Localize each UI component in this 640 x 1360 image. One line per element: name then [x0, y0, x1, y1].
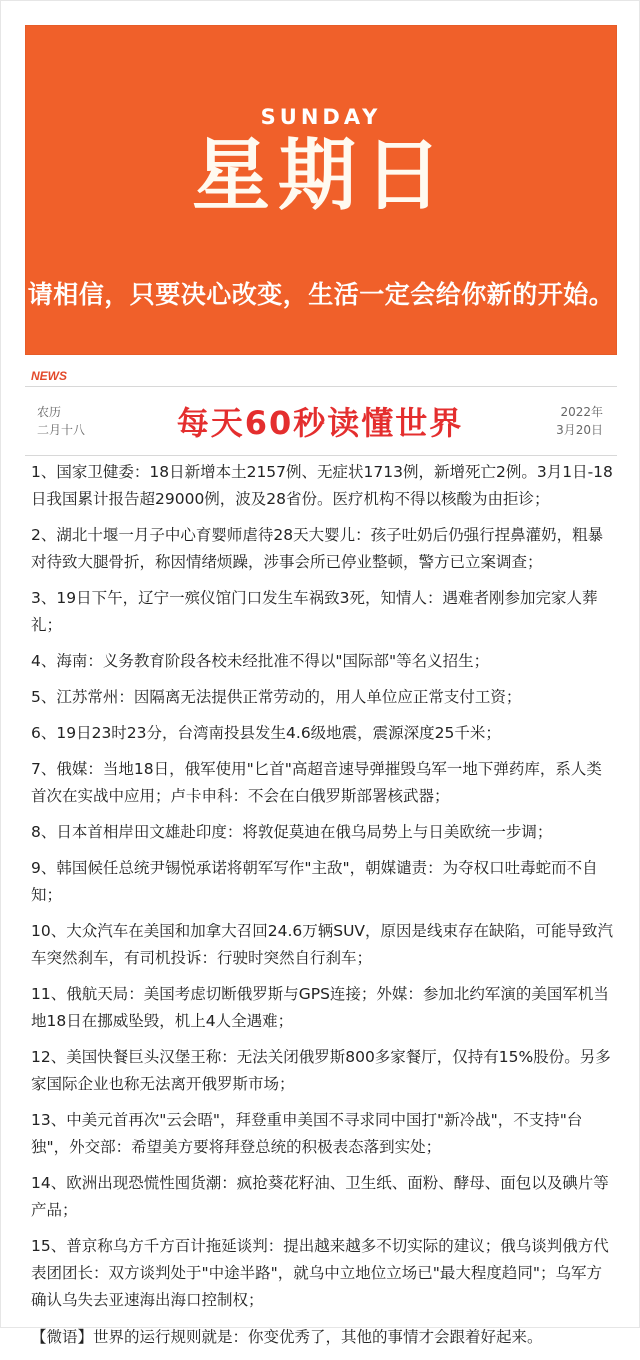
divider-bottom [25, 455, 617, 456]
news-item: 3、19日下午，辽宁一殡仪馆门口发生车祸致3死，知情人：遇难者刚参加完家人葬礼； [31, 589, 598, 634]
news-item: 4、海南：义务教育阶段各校未经批准不得以"国际部"等名义招生； [31, 652, 490, 670]
news-tag: NEWS [31, 369, 67, 383]
news-item: 7、俄媒：当地18日，俄军使用"匕首"高超音速导弹摧毁乌军一地下弹药库，系人类首次在实战中应用；卢卡申科：不会在白俄罗斯部署核武器； [31, 760, 602, 805]
news-item: 9、韩国候任总统尹锡悦承诺将朝军写作"主敌"，朝媒谴责：为夺权口吐毒蛇而不自知； [31, 859, 598, 904]
news-item: 5、江苏常州：因隔离无法提供正常劳动的，用人单位应正常支付工资； [31, 688, 522, 706]
day-english: SUNDAY [260, 105, 382, 129]
news-item: 1、国家卫健委：18日新增本土2157例、无症状1713例，新增死亡2例。3月1日-18日我国累计报告超29000例，波及28省份。医疗机构不得以核酸为由拒诊； [31, 463, 613, 508]
headline: 每天60秒读懂世界 [176, 404, 464, 442]
news-item: 11、俄航天局：美国考虑切断俄罗斯与GPS连接；外媒：参加北约军演的美国军机当地18日在挪威坠毁，机上4人全遇难； [31, 985, 609, 1030]
news-list [31, 459, 615, 1360]
day-chinese: 星期日 [191, 131, 450, 221]
slogan: 请相信，只要决心改变，生活一定会给你新的开始。 [27, 280, 615, 309]
news-item: 12、美国快餐巨头汉堡王称：无法关闭俄罗斯800多家餐厅，仅持有15%股份。另多家国际企业也称无法离开俄罗斯市场； [31, 1048, 611, 1093]
news-item: 10、大众汽车在美国和加拿大召回24.6万辆SUV，原因是线束存在缺陷，可能导致汽车突然刹车，有司机投诉：行驶时突然自行刹车； [31, 922, 614, 967]
news-item: 14、欧洲出现恐慌性囤货潮：疯抢葵花籽油、卫生纸、面粉、酵母、面包以及碘片等产品； [31, 1174, 609, 1219]
news-item: 8、日本首相岸田文雄赴印度：将敦促莫迪在俄乌局势上与日美欧统一步调； [31, 823, 553, 841]
news-item: 15、普京称乌方千方百计拖延谈判：提出越来越多不切实际的建议；俄乌谈判俄方代表团团长：双方谈判处于"中途半路"，就乌中立地位立场已"最大程度趋同"；乌军方确认乌失去亚速海出海口控制权； [31, 1237, 609, 1309]
header-banner [25, 25, 617, 355]
daily-quote: 【微语】世界的运行规则就是：你变优秀了，其他的事情才会跟着好起来。 [31, 1328, 543, 1346]
news-item: 6、19日23时23分，台湾南投县发生4.6级地震，震源深度25千米； [31, 724, 501, 742]
news-item: 2、湖北十堰一月子中心育婴师虐待28天大婴儿：孩子吐奶后仍强行捏鼻灌奶，粗暴对待致大腿骨折，称因情绪烦躁，涉事会所已停业整顿，警方已立案调查； [31, 526, 604, 571]
news-item: 13、中美元首再次"云会晤"，拜登重申美国不寻求同中国打"新冷战"，不支持"台独"，外交部：希望美方要将拜登总统的积极表态落到实处； [31, 1111, 583, 1156]
divider-top [25, 386, 617, 387]
calendar-date [556, 403, 603, 439]
date-year: 2022年 [560, 405, 603, 419]
date-month-day: 3月20日 [556, 423, 603, 437]
lunar-label: 农历 [37, 405, 62, 419]
lunar-value: 二月十八 [37, 423, 86, 437]
